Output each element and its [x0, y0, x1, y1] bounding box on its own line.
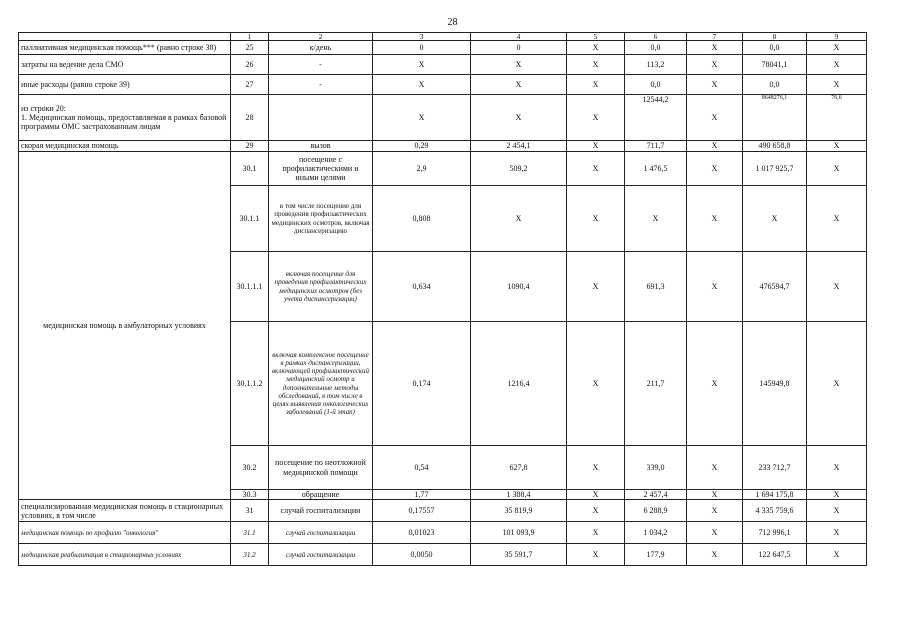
table-cell: X [687, 95, 743, 141]
table-cell: 26 [231, 55, 269, 75]
table-cell: X [471, 55, 567, 75]
table-cell [269, 95, 373, 141]
table-cell: 6 288,9 [625, 500, 687, 522]
table-cell: 30.3 [231, 490, 269, 500]
table-cell: 35 591,7 [471, 544, 567, 566]
table-cell: иные расходы (равно строке 39) [19, 75, 231, 95]
table-cell: 233 712,7 [743, 446, 807, 490]
column-number: 5 [567, 33, 625, 41]
table-cell: 30.1.1.2 [231, 322, 269, 446]
table-cell: посещение с профилактическими и иными целями [269, 152, 373, 186]
table-cell: X [567, 322, 625, 446]
table-cell: X [807, 252, 867, 322]
table-cell: X [567, 522, 625, 544]
table-cell: 27 [231, 75, 269, 95]
table-cell: 30.1.1 [231, 186, 269, 252]
column-number: 7 [687, 33, 743, 41]
table-cell: X [567, 75, 625, 95]
table-cell: X [807, 186, 867, 252]
table-cell: 1 476,5 [625, 152, 687, 186]
table-cell: X [743, 186, 807, 252]
table-cell: 4 335 759,6 [743, 500, 807, 522]
table-cell: посещение по неотложной медицинской помощи [269, 446, 373, 490]
table-cell: 0,0 [625, 41, 687, 55]
table-cell: X [567, 490, 625, 500]
table-row [19, 75, 867, 95]
table-cell: 145949,8 [743, 322, 807, 446]
table-cell: 509,2 [471, 152, 567, 186]
table-row [19, 141, 867, 152]
table-cell: 113,2 [625, 55, 687, 75]
table-cell: X [807, 141, 867, 152]
table-cell: 1,77 [373, 490, 471, 500]
column-number: 1 [231, 33, 269, 41]
table-cell: - [269, 75, 373, 95]
table-cell: 8648276,1 [743, 95, 807, 141]
table-cell: 1 388,4 [471, 490, 567, 500]
table-cell: 2 457,4 [625, 490, 687, 500]
data-table [18, 32, 867, 566]
table-cell: 2 454,1 [471, 141, 567, 152]
table-cell: X [567, 500, 625, 522]
column-number: 3 [373, 33, 471, 41]
table-cell: X [687, 252, 743, 322]
table-cell: 0,0 [625, 75, 687, 95]
table-cell: 76,6 [807, 95, 867, 141]
table-cell: X [373, 55, 471, 75]
table-cell: X [807, 490, 867, 500]
table-cell: 0,808 [373, 186, 471, 252]
table-row [19, 55, 867, 75]
table-cell: 0,01023 [373, 522, 471, 544]
table-cell: медицинская помощь по профилю "онкология" [19, 522, 231, 544]
table-cell: 490 658,8 [743, 141, 807, 152]
table-cell: X [567, 544, 625, 566]
table-cell: 25 [231, 41, 269, 55]
table-cell: 177,9 [625, 544, 687, 566]
table-cell: X [373, 75, 471, 95]
table-cell: X [687, 152, 743, 186]
table-cell: X [567, 95, 625, 141]
table-cell: 31.2 [231, 544, 269, 566]
table-cell: 211,7 [625, 322, 687, 446]
table-cell: затраты на ведение дела СМО [19, 55, 231, 75]
table-cell: 1 017 925,7 [743, 152, 807, 186]
table-cell: в том числе посещение для проведения профилактических медицинских осмотров, включая диспансеризацию [269, 186, 373, 252]
table-cell: 1216,4 [471, 322, 567, 446]
column-number-row [19, 33, 867, 41]
table-row [19, 152, 867, 186]
table-cell: 0,0 [743, 75, 807, 95]
table-cell: 476594,7 [743, 252, 807, 322]
table-cell: X [625, 186, 687, 252]
table-cell: X [807, 522, 867, 544]
column-number: 6 [625, 33, 687, 41]
table-cell: паллиативная медицинская помощь*** (равно строке 38) [19, 41, 231, 55]
table-cell: X [687, 490, 743, 500]
table-cell: 0,29 [373, 141, 471, 152]
table-cell: X [567, 252, 625, 322]
table-cell: 1 034,2 [625, 522, 687, 544]
table-cell: X [807, 152, 867, 186]
table-cell: 30.1 [231, 152, 269, 186]
table-row [19, 500, 867, 522]
table-cell: случай госпитализации [269, 500, 373, 522]
table-cell: X [807, 446, 867, 490]
table-cell: 0,54 [373, 446, 471, 490]
table-row [19, 95, 867, 141]
table-row [19, 41, 867, 55]
table-cell: X [567, 55, 625, 75]
table-cell: X [567, 186, 625, 252]
table-cell: 78041,1 [743, 55, 807, 75]
column-number: 9 [807, 33, 867, 41]
table-cell: X [687, 522, 743, 544]
table-cell: 711,7 [625, 141, 687, 152]
table-cell: X [687, 55, 743, 75]
table-cell: X [807, 544, 867, 566]
table-cell: 0,0050 [373, 544, 471, 566]
table-cell: X [687, 186, 743, 252]
table-cell: случай госпитализации [269, 544, 373, 566]
table-cell: 35 819,9 [471, 500, 567, 522]
table-cell: X [687, 322, 743, 446]
table-cell: вызов [269, 141, 373, 152]
table-cell: X [687, 75, 743, 95]
table-cell: 30.1.1.1 [231, 252, 269, 322]
table-cell: 2,9 [373, 152, 471, 186]
table-cell: X [687, 500, 743, 522]
table-cell: X [567, 446, 625, 490]
table-cell: 0 [373, 41, 471, 55]
table-cell: - [269, 55, 373, 75]
page-number: 28 [447, 17, 458, 28]
table-cell: X [807, 500, 867, 522]
table-cell: 0,174 [373, 322, 471, 446]
table-cell: X [807, 41, 867, 55]
table-cell: X [567, 152, 625, 186]
table-cell: X [807, 322, 867, 446]
table-cell: 0 [471, 41, 567, 55]
ambulatory-label: медицинская помощь в амбулаторных условиях [19, 152, 231, 500]
table-cell: обращение [269, 490, 373, 500]
table-cell: 1 694 175,8 [743, 490, 807, 500]
table-cell: 691,3 [625, 252, 687, 322]
table-cell: X [471, 75, 567, 95]
table-cell: 1090,4 [471, 252, 567, 322]
table-cell: X [687, 41, 743, 55]
table-cell: X [687, 446, 743, 490]
table-cell: X [687, 141, 743, 152]
table-cell: X [807, 75, 867, 95]
column-number: 2 [269, 33, 373, 41]
table-cell: 31.1 [231, 522, 269, 544]
table-cell: медицинская реабилитация в стационарных условиях [19, 544, 231, 566]
table-cell: специализированная медицинская помощь в стационарных условиях, в том числе [19, 500, 231, 522]
table-cell: X [471, 95, 567, 141]
table-cell: 712 996,1 [743, 522, 807, 544]
table-cell: к/день [269, 41, 373, 55]
column-number: 8 [743, 33, 807, 41]
table-cell: 12544,2 [625, 95, 687, 141]
table-cell: 122 647,5 [743, 544, 807, 566]
table-cell: 28 [231, 95, 269, 141]
table-cell: X [807, 55, 867, 75]
table-cell: X [687, 544, 743, 566]
table-cell: случай госпитализации [269, 522, 373, 544]
table-cell: X [567, 141, 625, 152]
table-cell: 29 [231, 141, 269, 152]
table-cell: 627,8 [471, 446, 567, 490]
table-cell: скорая медицинская помощь [19, 141, 231, 152]
table-cell: 31 [231, 500, 269, 522]
table-cell: из строки 20: 1. Медицинская помощь, предоставляемая в рамках базовой программы ОМС застрахованным лицам [19, 95, 231, 141]
table-cell: 339,0 [625, 446, 687, 490]
table-cell: 0,0 [743, 41, 807, 55]
table-row [19, 522, 867, 544]
table-row [19, 544, 867, 566]
table-cell: X [373, 95, 471, 141]
table-cell: X [471, 186, 567, 252]
table-cell: 0,17557 [373, 500, 471, 522]
table-cell: включая комплексное посещение в рамках диспансеризации, включающей профилактический медицинский осмотр и дополнительные методы обследований, в том числе в целях выявления онкологических заболеваний (1-й этап) [269, 322, 373, 446]
table-cell: X [567, 41, 625, 55]
table-cell: 0,634 [373, 252, 471, 322]
table-cell: включая посещение для проведения профилактических медицинских осмотров (без учета диспансеризации) [269, 252, 373, 322]
table-cell: 30.2 [231, 446, 269, 490]
table-cell: 101 093,9 [471, 522, 567, 544]
column-number: 4 [471, 33, 567, 41]
